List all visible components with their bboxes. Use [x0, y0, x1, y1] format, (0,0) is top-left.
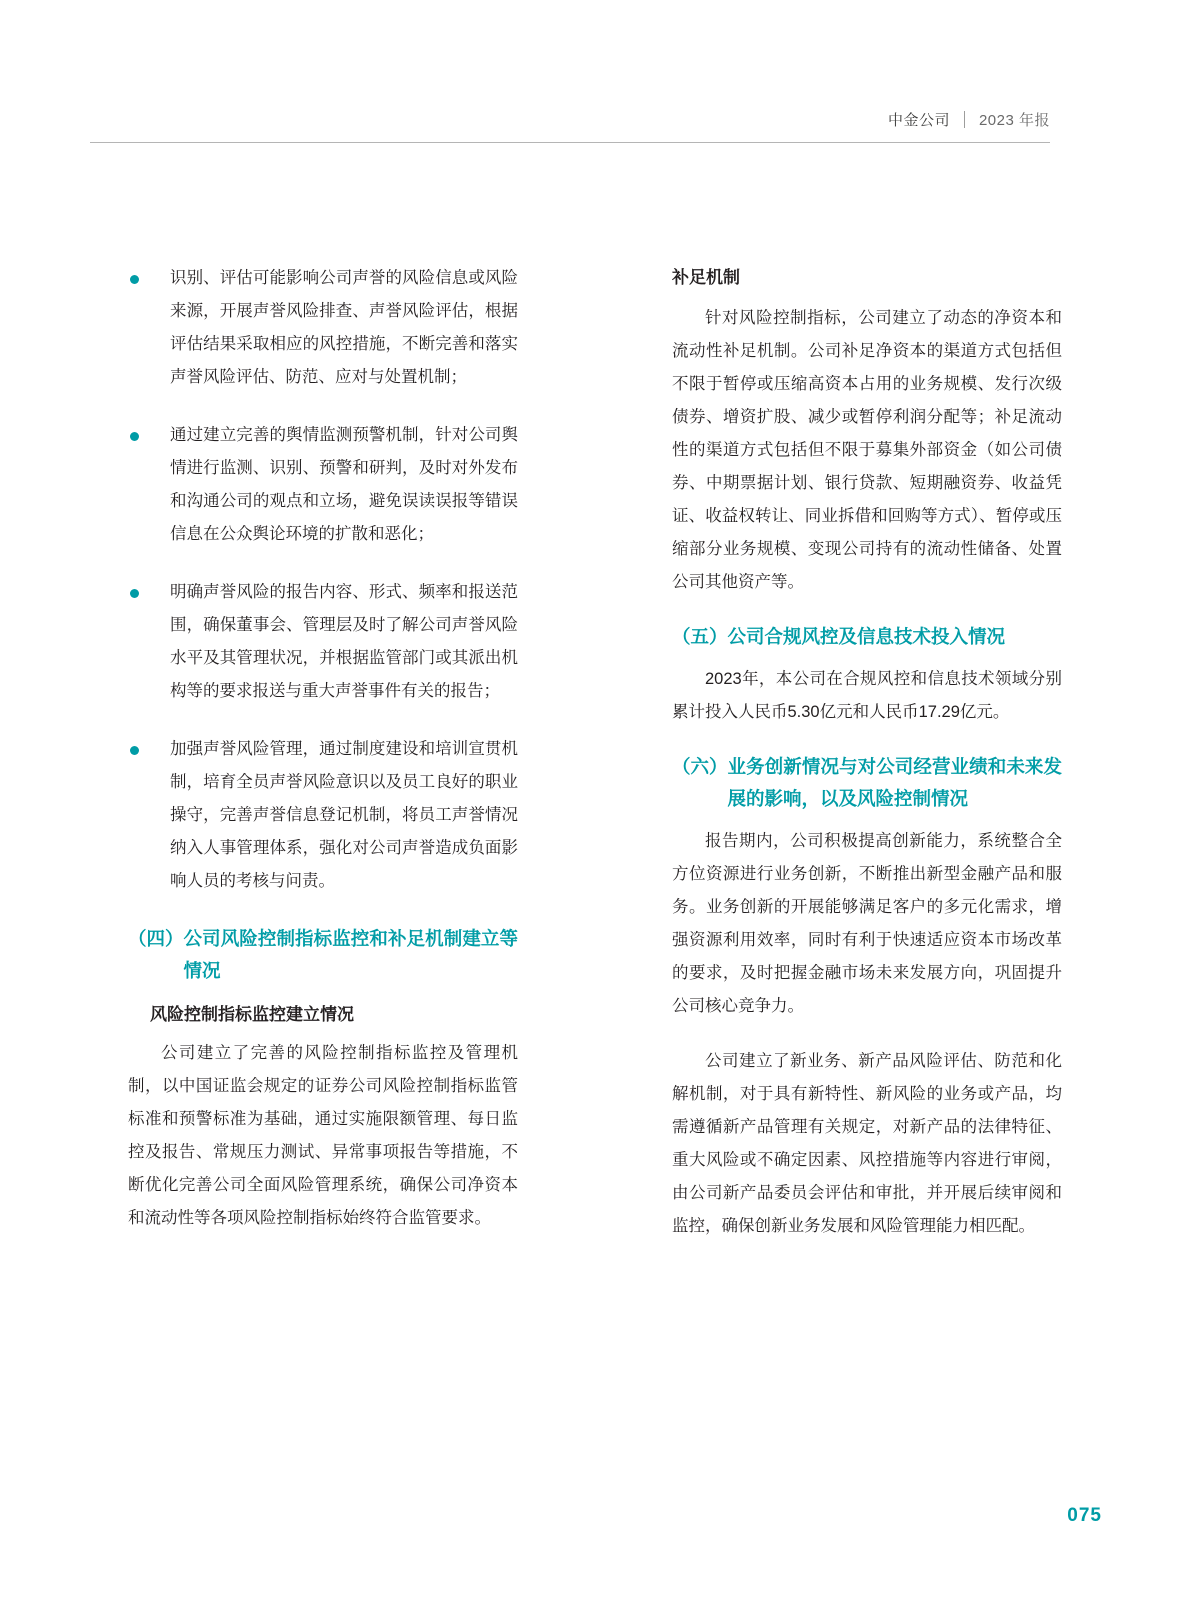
list-item: [128, 576, 518, 708]
list-item: [128, 262, 518, 394]
section-heading-four: [128, 923, 518, 987]
subheading-risk-control-monitoring: 风险控制指标监控建立情况: [150, 1005, 354, 1024]
paragraph-innovation-1: 报告期内，公司积极提高创新能力，系统整合全方位资源进行业务创新，不断推出新型金融产品和服务。业务创新的开展能够满足客户的多元化需求，增强资源利用效率，同时有利于快速适应资本市场改革的要求，及时把握金融市场未来发展方向，巩固提升公司核心竞争力。: [672, 832, 1062, 1015]
right-column: [672, 262, 1062, 1243]
header-company-name: 中金公司: [887, 112, 950, 129]
bullet-list: [128, 262, 518, 898]
header-divider: [964, 111, 965, 128]
section-heading-five: [672, 621, 1062, 653]
paragraph-innovation-2: 公司建立了新业务、新产品风险评估、防范和化解机制，对于具有新特性、新风险的业务或产品，均需遵循新产品管理有关规定，对新产品的法律特征、重大风险或不确定因素、风控措施等内容进行审阅，由公司新产品委员会评估和审批，并开展后续审阅和监控，确保创新业务发展和风险管理能力相匹配。: [672, 1052, 1062, 1235]
header-rule: [90, 142, 1050, 143]
subheading-supplement-mechanism: 补足机制: [672, 268, 740, 287]
bullet-dot-icon: [130, 432, 139, 441]
bullet-dot-icon: [130, 589, 139, 598]
section-number: （六）: [672, 756, 728, 777]
header-report-year: 2023 年报: [978, 112, 1050, 129]
paragraph-risk-control-monitoring: 公司建立了完善的风险控制指标监控及管理机制，以中国证监会规定的证券公司风险控制指标监管标准和预警标准为基础，通过实施限额管理、每日监控及报告、常规压力测试、异常事项报告等措施，不断优化完善公司全面风险管理系统，确保公司净资本和流动性等各项风险控制指标始终符合监管要求。: [128, 1044, 518, 1227]
section-title: 公司风险控制指标监控和补足机制建立等情况: [183, 928, 518, 981]
list-item-text: 通过建立完善的舆情监测预警机制，针对公司舆情进行监测、识别、预警和研判，及时对外发布和沟通公司的观点和立场，避免误读误报等错误信息在公众舆论环境的扩散和恶化；: [170, 426, 518, 543]
list-item-text: 明确声誉风险的报告内容、形式、频率和报送范围，确保董事会、管理层及时了解公司声誉风险水平及其管理状况，并根据监管部门或其派出机构等的要求报送与重大声誉事件有关的报告；: [170, 583, 518, 700]
bullet-dot-icon: [130, 275, 139, 284]
list-item-text: 识别、评估可能影响公司声誉的风险信息或风险来源，开展声誉风险排查、声誉风险评估，根据评估结果采取相应的风控措施，不断完善和落实声誉风险评估、防范、应对与处置机制；: [170, 269, 518, 386]
list-item-text: 加强声誉风险管理，通过制度建设和培训宣贯机制，培育全员声誉风险意识以及员工良好的职业操守，完善声誉信息登记机制，将员工声誉情况纳入人事管理体系，强化对公司声誉造成负面影响人员的考核与问责。: [170, 740, 518, 890]
page-header: [90, 108, 1050, 130]
section-number: （五）: [672, 626, 728, 647]
section-heading-six: [672, 751, 1062, 815]
list-item: [128, 733, 518, 898]
section-title: 业务创新情况与对公司经营业绩和未来发展的影响，以及风险控制情况: [727, 756, 1062, 809]
bullet-dot-icon: [130, 746, 139, 755]
left-column: [128, 262, 518, 1235]
list-item: [128, 419, 518, 551]
paragraph-compliance-investment: 2023年，本公司在合规风控和信息技术领域分别累计投入人民币5.30亿元和人民币17.29亿元。: [672, 670, 1062, 721]
paragraph-supplement-mechanism: 针对风险控制指标，公司建立了动态的净资本和流动性补足机制。公司补足净资本的渠道方式包括但不限于暂停或压缩高资本占用的业务规模、发行次级债券、增资扩股、减少或暂停利润分配等；补足流动性的渠道方式包括但不限于募集外部资金（如公司债券、中期票据计划、银行贷款、短期融资券、收益凭证、收益权转让、同业拆借和回购等方式）、暂停或压缩部分业务规模、变现公司持有的流动性储备、处置公司其他资产等。: [672, 309, 1062, 591]
page-number: 075: [1067, 1505, 1102, 1526]
section-title: 公司合规风控及信息技术投入情况: [727, 626, 1006, 647]
section-number: （四）: [128, 928, 184, 949]
